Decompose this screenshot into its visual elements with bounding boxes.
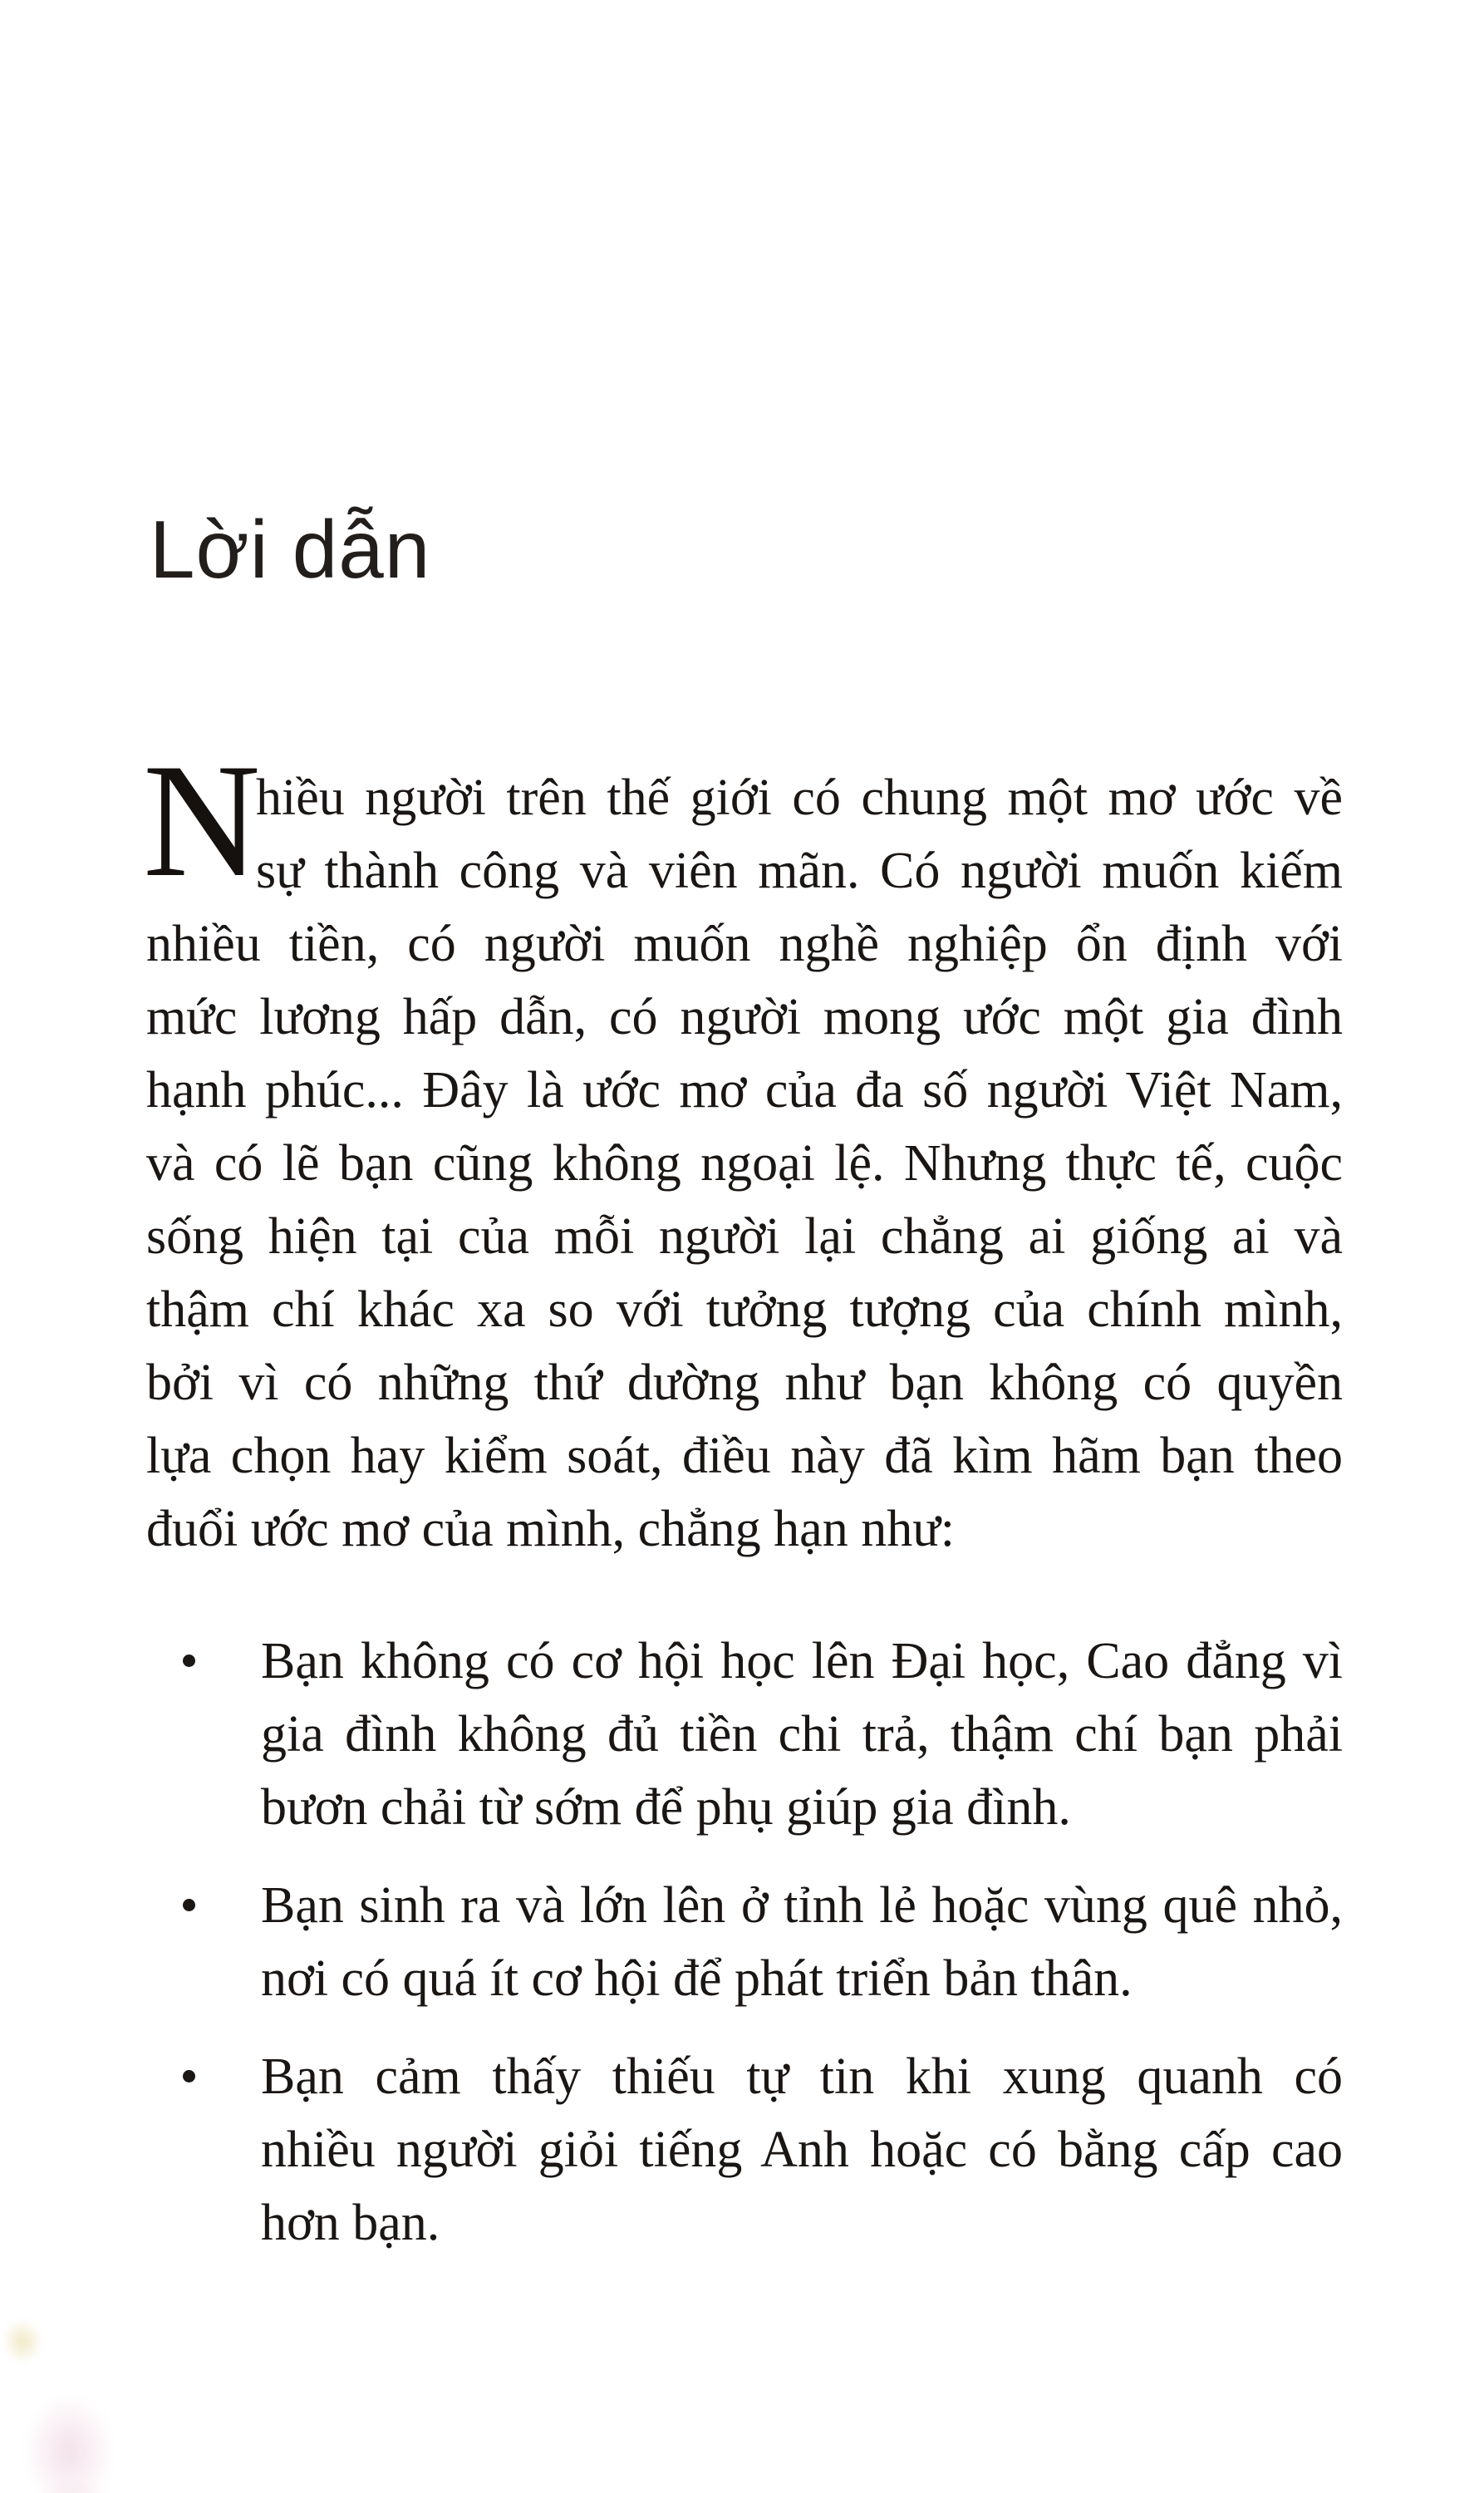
bullet-item-1: [146, 1625, 1343, 1844]
scan-smudge-artifact: [2, 2318, 43, 2364]
text-line: gia đình không đủ tiền chi trả, thậm chí bạn phải: [261, 1706, 1343, 1763]
text-line: lựa chọn hay kiểm soát, điều này đã kìm hãm bạn theo: [146, 1428, 1343, 1484]
text-line: mức lương hấp dẫn, có người mong ước một gia đình: [146, 989, 1343, 1045]
text-line: nhiều người giỏi tiếng Anh hoặc có bằng cấp cao: [261, 2122, 1343, 2178]
bullet-item-2-lines: [146, 1869, 1343, 2015]
text-line: Bạn sinh ra và lớn lên ở tỉnh lẻ hoặc vùng quê nhỏ,: [261, 1877, 1343, 1934]
text-line: sống hiện tại của mỗi người lại chẳng ai giống ai và: [146, 1208, 1343, 1265]
text-line: hơn bạn.: [261, 2195, 440, 2251]
drop-cap: N: [143, 730, 261, 911]
bullet-icon: [183, 1899, 195, 1911]
bullet-icon: [183, 2070, 195, 2082]
text-line: nhiều tiền, có người muốn nghề nghiệp ổn định với: [146, 916, 1343, 972]
text-line: hiều người trên thế giới có chung một mơ ước về: [256, 770, 1343, 826]
text-line: Bạn không có cơ hội học lên Đại học, Cao đẳng vì: [261, 1633, 1343, 1689]
bullet-item-3: [146, 2040, 1343, 2259]
chapter-title: Lời dẫn: [150, 504, 431, 595]
text-line: hạnh phúc... Đây là ước mơ của đa số người Việt Nam,: [146, 1062, 1343, 1119]
bullet-item-1-lines: [146, 1625, 1343, 1844]
text-line: bởi vì có những thứ dường như bạn không có quyền: [146, 1355, 1343, 1411]
text-line: sự thành công và viên mãn. Có người muốn kiếm: [256, 843, 1343, 899]
text-line: và có lẽ bạn cũng không ngoại lệ. Nhưng thực tế, cuộc: [146, 1135, 1343, 1192]
scan-smudge-artifact: [23, 2393, 115, 2493]
bullet-icon: [183, 1655, 195, 1667]
bullet-item-3-lines: [146, 2040, 1343, 2259]
bullet-item-2: [146, 1869, 1343, 2015]
text-line: Bạn cảm thấy thiếu tự tin khi xung quanh có: [261, 2048, 1343, 2105]
text-line: thậm chí khác xa so với tưởng tượng của chính mình,: [146, 1281, 1343, 1338]
intro-paragraph: [143, 730, 1343, 1566]
text-line: bươn chải từ sớm để phụ giúp gia đình.: [261, 1779, 1071, 1836]
text-line: đuổi ước mơ của mình, chẳng hạn như:: [146, 1501, 956, 1557]
scan-smudge-artifact: [25, 2481, 125, 2493]
intro-lines: [146, 761, 1343, 1566]
text-line: nơi có quá ít cơ hội để phát triển bản thân.: [261, 1950, 1133, 2007]
